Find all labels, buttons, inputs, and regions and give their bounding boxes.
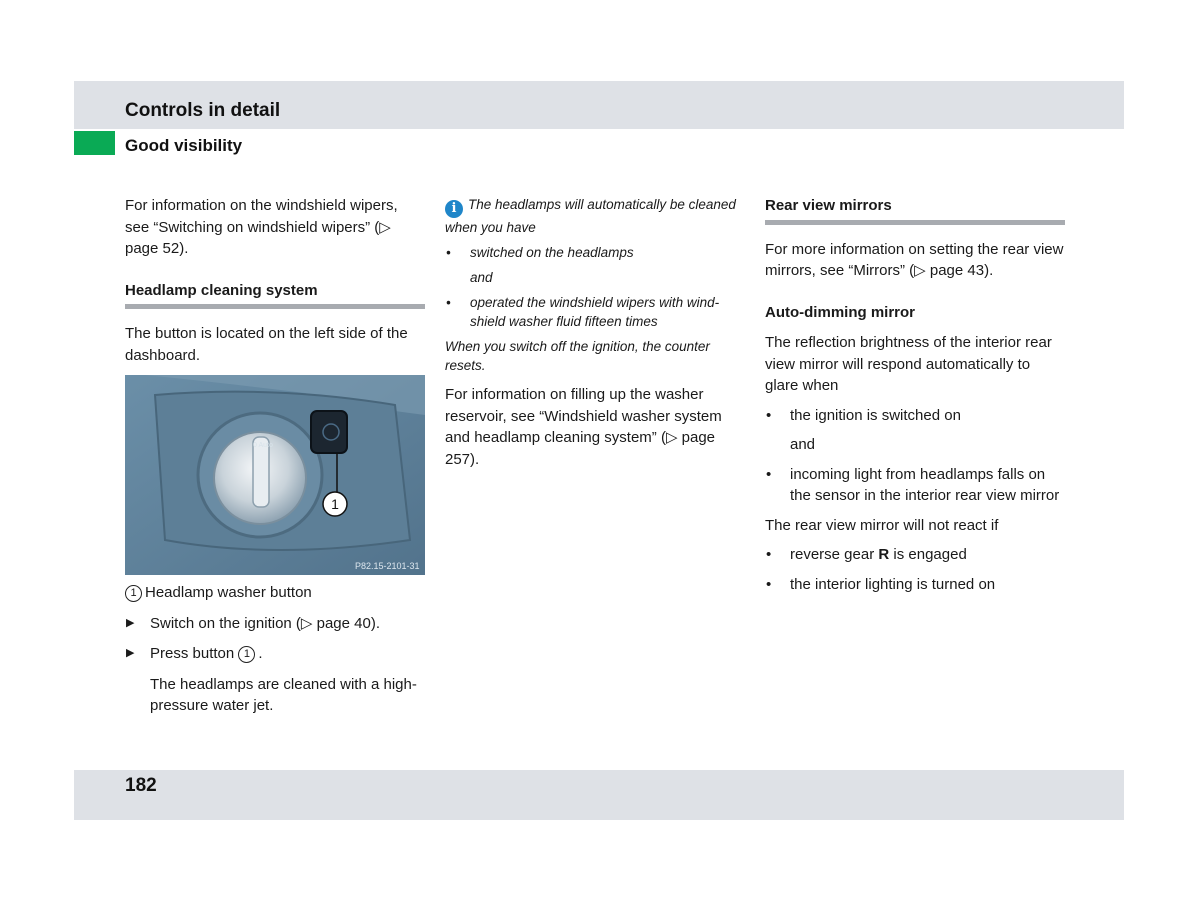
footer-band [74, 770, 1124, 820]
bullet-text: the ignition is switched on [790, 406, 961, 424]
image-marker: 1 [331, 496, 339, 512]
bullet-text-end: is engaged [889, 546, 967, 563]
washer-reference: For information on filling up the washer reservoir, see “Windshield washer system and headlamp cleaning system” (▷ page 257). [445, 386, 722, 468]
bullet-dot: • [446, 245, 451, 260]
button-location-text: The button is located on the left side of the dashboard. [125, 325, 408, 364]
chapter-title: Controls in detail [125, 100, 281, 121]
exception-bullet [765, 574, 1065, 596]
bullet-text: the interior lighting is turned on [790, 575, 996, 593]
step-text-end: . [258, 645, 263, 662]
section-title: Good visibility [125, 136, 243, 155]
section-color-tab [74, 131, 115, 155]
gear-letter: R [878, 546, 890, 563]
legend-number: 1 [125, 585, 142, 602]
bullet-text: operated the windshield wipers with wind-shield washer fluid fifteen times [470, 295, 720, 329]
legend-text: Headlamp washer button [145, 584, 312, 601]
no-react-text: The rear view mirror will not react if [765, 516, 999, 534]
dial-marking: 0 Auto [253, 442, 273, 449]
headlamp-cleaning-heading: Headlamp cleaning system [125, 281, 318, 299]
condition-bullet [765, 464, 1065, 507]
mirrors-reference: For more information on setting the rear view mirrors, see “Mirrors” (▷ page 43). [765, 240, 1064, 279]
bullet-text: incoming light from headlamps falls on the sensor in the interior rear view mirror [790, 465, 1060, 504]
info-text: The headlamps will automatically be cleaned when you have [445, 197, 736, 235]
column-left [125, 195, 425, 717]
info-bullet [445, 243, 745, 262]
condition-bullet [765, 405, 1065, 427]
step-text: Press button [150, 645, 239, 662]
image-code: P82.15-2101-31 [355, 561, 420, 571]
auto-dimming-heading: Auto-dimming mirror [765, 303, 915, 321]
step-ignition [125, 613, 425, 635]
step-press-button [125, 643, 425, 665]
exception-bullet [765, 544, 1065, 566]
bullet-dot: • [766, 575, 772, 593]
and-text: and [790, 436, 816, 453]
bullet-dot: • [446, 295, 451, 310]
step-arrow-icon: ▶ [126, 616, 135, 629]
bullet-dot: • [766, 465, 772, 483]
wipers-reference: For information on the windshield wipers, see “Switching on windshield wipers” (▷ page 52). [125, 197, 398, 257]
info-bullet [445, 293, 745, 331]
step-result: The headlamps are cleaned with a high-pressure water jet. [150, 675, 417, 714]
rear-view-mirrors-heading: Rear view mirrors [765, 197, 892, 214]
step-reference: 1 [238, 646, 255, 663]
bullet-text: switched on the headlamps [470, 245, 634, 260]
page-number: 182 [125, 775, 157, 796]
step-text: Switch on the ignition (▷ page 40). [150, 614, 381, 632]
step-arrow-icon: ▶ [126, 647, 135, 659]
info-icon: i [445, 200, 463, 218]
info-note [445, 195, 745, 237]
auto-dimming-description: The reflection brightness of the interior rear view mirror will respond automatically to glare when [765, 334, 1052, 394]
column-right [765, 195, 1065, 595]
and-text: and [470, 270, 493, 285]
headlamp-switch-photo [125, 375, 425, 575]
counter-note: When you switch off the ignition, the counter resets. [445, 339, 710, 373]
bullet-text: reverse gear [790, 546, 879, 563]
bullet-dot: • [766, 406, 772, 424]
legend-item [125, 582, 425, 604]
column-middle [445, 195, 745, 470]
bullet-dot: • [766, 546, 772, 563]
